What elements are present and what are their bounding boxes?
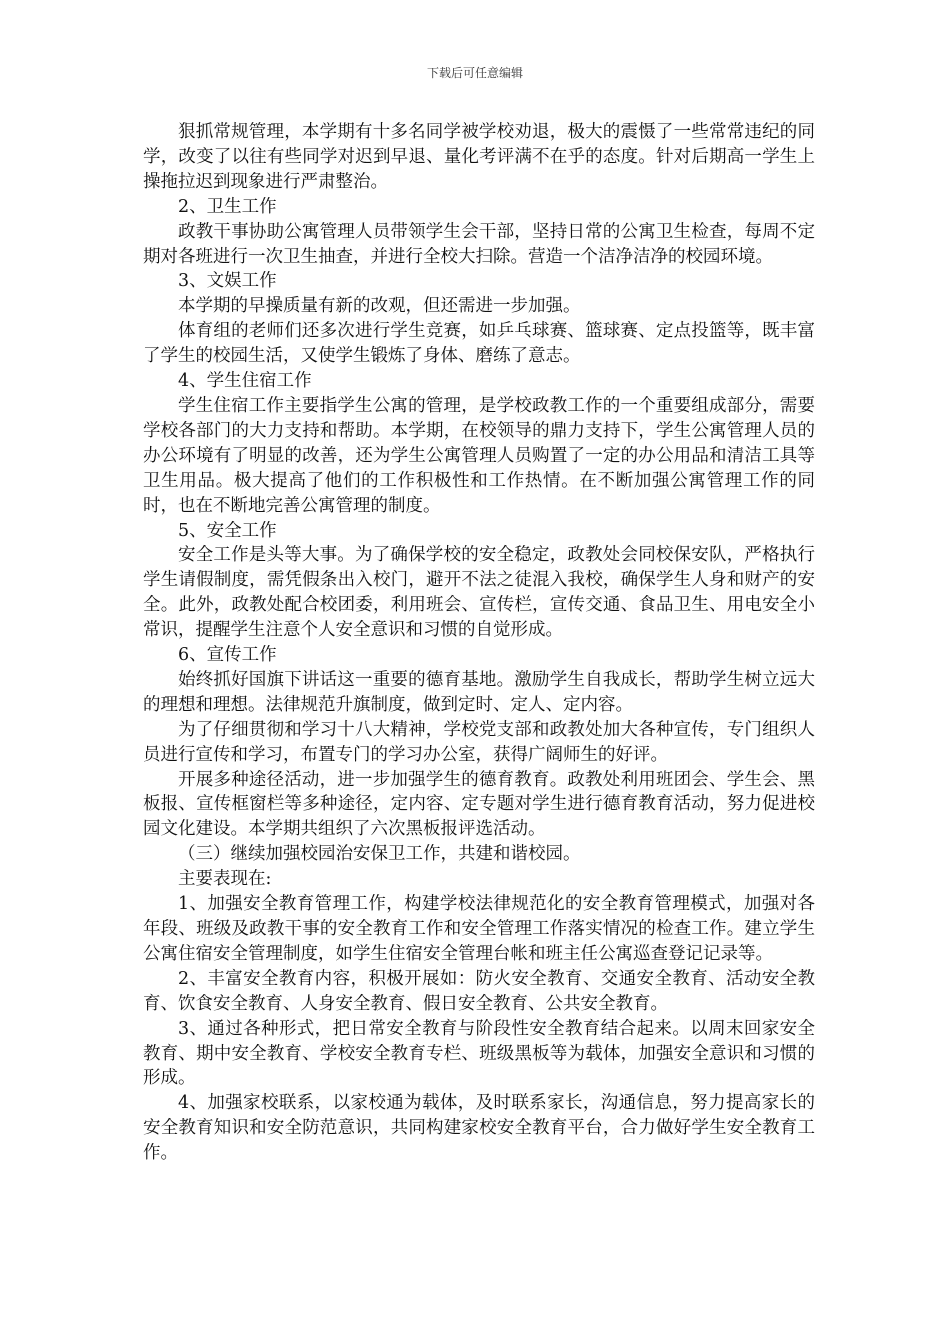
paragraph-point-3: 3、通过各种形式，把日常安全教育与阶段性安全教育结合起来。以周末回家安全教育、期中安全教育、学校安全教育专栏、班级黑板等为载体，加强安全意识和习惯的形成。 <box>143 1018 815 1089</box>
paragraph-sports-competitions: 体育组的老师们还多次进行学生竞赛，如乒乓球赛、篮球赛、定点投篮等，既丰富了学生的校园生活，又使学生锻炼了身体、磨练了意志。 <box>143 321 815 367</box>
heading-safety-work: 5、安全工作 <box>178 520 277 541</box>
paragraph-routine-management: 狠抓常规管理，本学期有十多名同学被学校劝退，极大的震慑了一些常常违纪的同学，改变了以往有些同学对迟到早退、量化考评满不在乎的态度。针对后期高一学生上操拖拉迟到现象进行严肃整治。 <box>143 122 815 192</box>
paragraph-point-4: 4、加强家校联系，以家校通为载体，及时联系家长，沟通信息，努力提高家长的安全教育知识和安全防范意识，共同构建家校安全教育平台，合力做好学生安全教育工作。 <box>143 1093 815 1164</box>
paragraph-hygiene-work: 政教干事协助公寓管理人员带领学生会干部，坚持日常的公寓卫生检查，每周不定期对各班进行一次卫生抽查，并进行全校大扫除。营造一个洁净洁净的校园环境。 <box>143 221 815 267</box>
paragraph-main-points-intro: 主要表现在: <box>178 869 272 890</box>
heading-hygiene-work: 2、卫生工作 <box>178 196 277 217</box>
section-heading-campus-security: （三）继续加强校园治安保卫工作，共建和谐校园。 <box>178 844 581 865</box>
paragraph-flag-speech: 始终抓好国旗下讲话这一重要的德育基地。激励学生自我成长，帮助学生树立远大的理想和理想。法律规范升旗制度，做到定时、定人、定内容。 <box>143 669 815 715</box>
paragraph-point-2: 2、丰富安全教育内容，积极开展如：防火安全教育、交通安全教育、活动安全教育、饮食安全教育、人身安全教育、假日安全教育、公共安全教育。 <box>143 968 815 1014</box>
paragraph-study-campaign: 为了仔细贯彻和学习十八大精神，学校党支部和政教处加大各种宣传，专门组织人员进行宣传和学习，布置专门的学习办公室，获得广阔师生的好评。 <box>143 719 815 765</box>
heading-publicity-work: 6、宣传工作 <box>178 645 277 666</box>
paragraph-moral-education: 开展多种途径活动，进一步加强学生的德育教育。政教处利用班团会、学生会、黑板报、宣传框窗栏等多种途径，定内容、定专题对学生进行德育教育活动，努力促进校园文化建设。本学期共组织了六次黑板报评选活动。 <box>143 769 815 840</box>
heading-accommodation-work: 4、学生住宿工作 <box>178 371 312 392</box>
document-body <box>143 120 815 1166</box>
paragraph-morning-exercise: 本学期的早操质量有新的改观，但还需进一步加强。 <box>178 296 581 317</box>
paragraph-point-1: 1、加强安全教育管理工作，构建学校法律规范化的安全教育管理模式，加强对各年段、班级及政教干事的安全教育工作和安全管理工作落实情况的检查工作。建立学生公寓住宿安全管理制度，如学生住宿安全管理台帐和班主任公寓巡查登记记录等。 <box>143 894 815 964</box>
page-header-caption: 下载后可任意编辑 <box>426 66 523 80</box>
heading-recreation-work: 3、文娱工作 <box>178 271 277 292</box>
paragraph-accommodation-work: 学生住宿工作主要指学生公寓的管理，是学校政教工作的一个重要组成部分，需要学校各部门的大力支持和帮助。本学期，在校领导的鼎力支持下，学生公寓管理人员的办公环境有了明显的改善，还为学生公寓管理人员购置了一定的办公用品和清洁工具等卫生用品。极大提高了他们的工作积极性和工作热情。在不断加强公寓管理工作的同时，也在不断地完善公寓管理的制度。 <box>143 395 815 516</box>
paragraph-safety-work: 安全工作是头等大事。为了确保学校的安全稳定，政教处会同校保安队，严格执行学生请假制度，需凭假条出入校门，避开不法之徒混入我校，确保学生人身和财产的安全。此外，政教处配合校团委，利用班会、宣传栏，宣传交通、食品卫生、用电安全小常识，提醒学生注意个人安全意识和习惯的自觉形成。 <box>143 545 815 641</box>
